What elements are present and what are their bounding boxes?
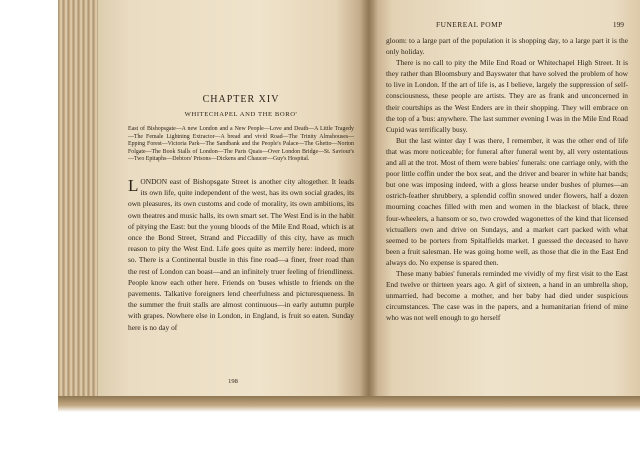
right-paragraph: gloom: to a large part of the population it is shopping day, to a large part it is the only holiday. xyxy=(386,36,628,57)
book-bottom-edge xyxy=(58,396,640,412)
right-page-number: 199 xyxy=(612,20,624,29)
right-body-text xyxy=(386,35,628,323)
right-paragraph: But the last winter day I was there, I remember, it was the other end of life that was more noticeable; for funeral after funeral went by, all very ostentatious and all at the trot. Most of them were babies' funerals: one carriage only, with the poor little coffin under the box seat, and the driver and bearer in white hat bands; but one was imposing indeed, with a gloss hearse under bushes of plumes—an ostrich-feather shrubbery, a splendid coffin snowed under flowers, half a dozen mourning coaches filled with men and women in the blackest of black, three four-wheelers, a hansom or so, two crowded wagonettes of the kind that licensed victuallers own and drive on Sundays, and a market cart packed with what seemed to be porters from Spitalfields market. I guessed the deceased to have been a fruit salesman. He was going home well, as those that die in the East End always do. No expense is spared then. xyxy=(386,135,628,267)
drop-cap: L xyxy=(128,175,139,195)
right-page-header xyxy=(436,20,624,29)
book-gutter xyxy=(360,0,378,405)
page-edges xyxy=(58,0,100,398)
running-head: FUNEREAL POMP xyxy=(436,20,503,29)
left-body-text xyxy=(128,176,354,333)
left-body-paragraph: ONDON east of Bishopsgate Street is another city altogether. It leads its own life, quite independent of the west, has its own social grades, its own pleasures, its own customs and code of morality, its own ambitions, its own theatres and music halls, its own smart set. The West End is in the habit of pitying the East: but the young bloods of the Mile End Road, which is at once the Bond Street, Strand and Piccadilly of this city, have as much reason to pity the West End. Life goes quite as merrily here: indeed, more so. There is a Continental bustle in this fine road—a finer, freer road than the rest of London can boast—and an infinitely truer feeling of friendliness. People know each other here. Friends on 'buses whistle to friends on the pavements. Talkative foreigners lend cheerfulness and picturesqueness. In the summer the fruit stalls are almost continuous—in early autumn purple with grapes. Nowhere else in London, in England, is fruit so eaten. Sunday here is no day of xyxy=(128,176,354,332)
right-paragraph: These many babies' funerals reminded me vividly of my first visit to the East End twelve or thirteen years ago. A girl of sixteen, a hand in an umbrella shop, unmarried, had become a mother, and her baby had died under suspicious circumstances. The case was in the papers, and a humanitarian friend of mine who was not well enough to go herself xyxy=(386,268,628,323)
chapter-synopsis: East of Bishopsgate—A new London and a New People—Love and Death—A Little Tragedy—The Female Lightning Extractor—A bread and vivid Road—The Trinity Almshouses—Epping Forest—Victoria Park—The Sandbank and the People's Palace—The Ghetto—Norton Folgate—The Book Stalls of London—The Paris Quais—Over London Bridge—St. Saviour's—Two Epitaphs—Debtors' Prisons—Dickens and Chaucer—Guy's Hospital. xyxy=(128,126,354,163)
chapter-title: WHITECHAPEL AND THE BORO' xyxy=(184,111,298,118)
chapter-number: CHAPTER XIV xyxy=(202,94,280,105)
left-page xyxy=(98,0,368,405)
right-page xyxy=(368,0,640,405)
left-page-number: 198 xyxy=(228,378,238,385)
right-paragraph: There is no call to pity the Mile End Road or Whitechapel High Street. It is they rather than Bloomsbury and Bayswater that have solved the problem of how to live in London. If the art of life is, as I believe, largely the suppression of self-consciousness, these people are artists. They are as frank and unconcerned in their courtships as the West Enders are in their shopping. They will embrace on the top of a 'bus: anywhere. The last summer evening I was in the Mile End Road Cupid was terrifically busy. xyxy=(386,58,628,134)
